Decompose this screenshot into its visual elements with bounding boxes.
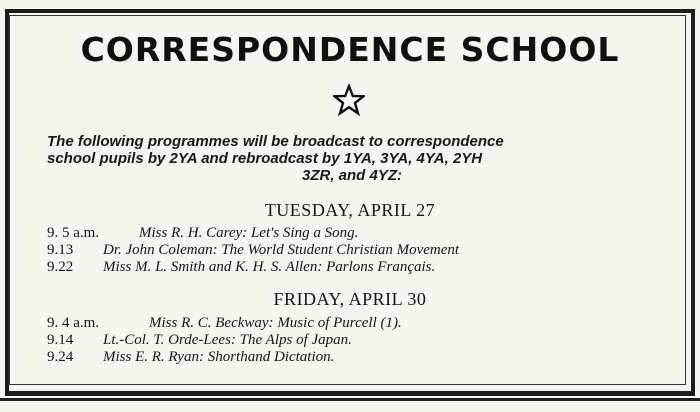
intro-line-1: The following programmes will be broadcast to correspondence <box>47 133 504 150</box>
topic: Let's Sing a Song. <box>250 225 359 241</box>
intro-line-3: 3ZR, and 4YZ: <box>301 167 402 184</box>
topic: Music of Purcell (1). <box>277 315 402 331</box>
schedule-row <box>47 259 687 279</box>
broadcast-time: 9.22 <box>47 259 74 275</box>
headline: CORRESPONDENCE SCHOOL <box>80 30 620 69</box>
star-outline-icon <box>333 84 365 116</box>
broadcast-time: 9. 4 a.m. <box>47 315 100 331</box>
speaker: Lt.-Col. T. Orde-Lees: <box>103 332 236 348</box>
topic: Shorthand Dictation. <box>207 349 335 365</box>
speaker: Miss E. R. Ryan: <box>103 349 204 365</box>
topic: The Alps of Japan. <box>239 332 352 348</box>
broadcast-time: 9. 5 a.m. <box>47 225 100 241</box>
speaker: Dr. John Coleman: <box>103 242 218 258</box>
speaker: Miss R. H. Carey: <box>139 225 248 241</box>
topic: Parlons Français. <box>326 259 436 275</box>
topic: The World Student Christian Movement <box>221 242 460 258</box>
day-heading-tuesday: TUESDAY, APRIL 27 <box>264 200 436 220</box>
broadcast-time: 9.13 <box>47 242 74 258</box>
speaker: Miss R. C. Beckway: <box>149 315 274 331</box>
day-heading-friday: FRIDAY, APRIL 30 <box>273 289 427 309</box>
intro-line-2: school pupils by 2YA and rebroadcast by 1YA, 3YA, 4YA, 2YH <box>47 150 483 167</box>
broadcast-time: 9.14 <box>47 332 74 348</box>
speaker: Miss M. L. Smith and K. H. S. Allen: <box>103 259 323 275</box>
intro-paragraph <box>47 133 657 184</box>
schedule-row <box>47 349 687 369</box>
broadcast-time: 9.24 <box>47 349 74 365</box>
bottom-rule <box>0 398 700 401</box>
